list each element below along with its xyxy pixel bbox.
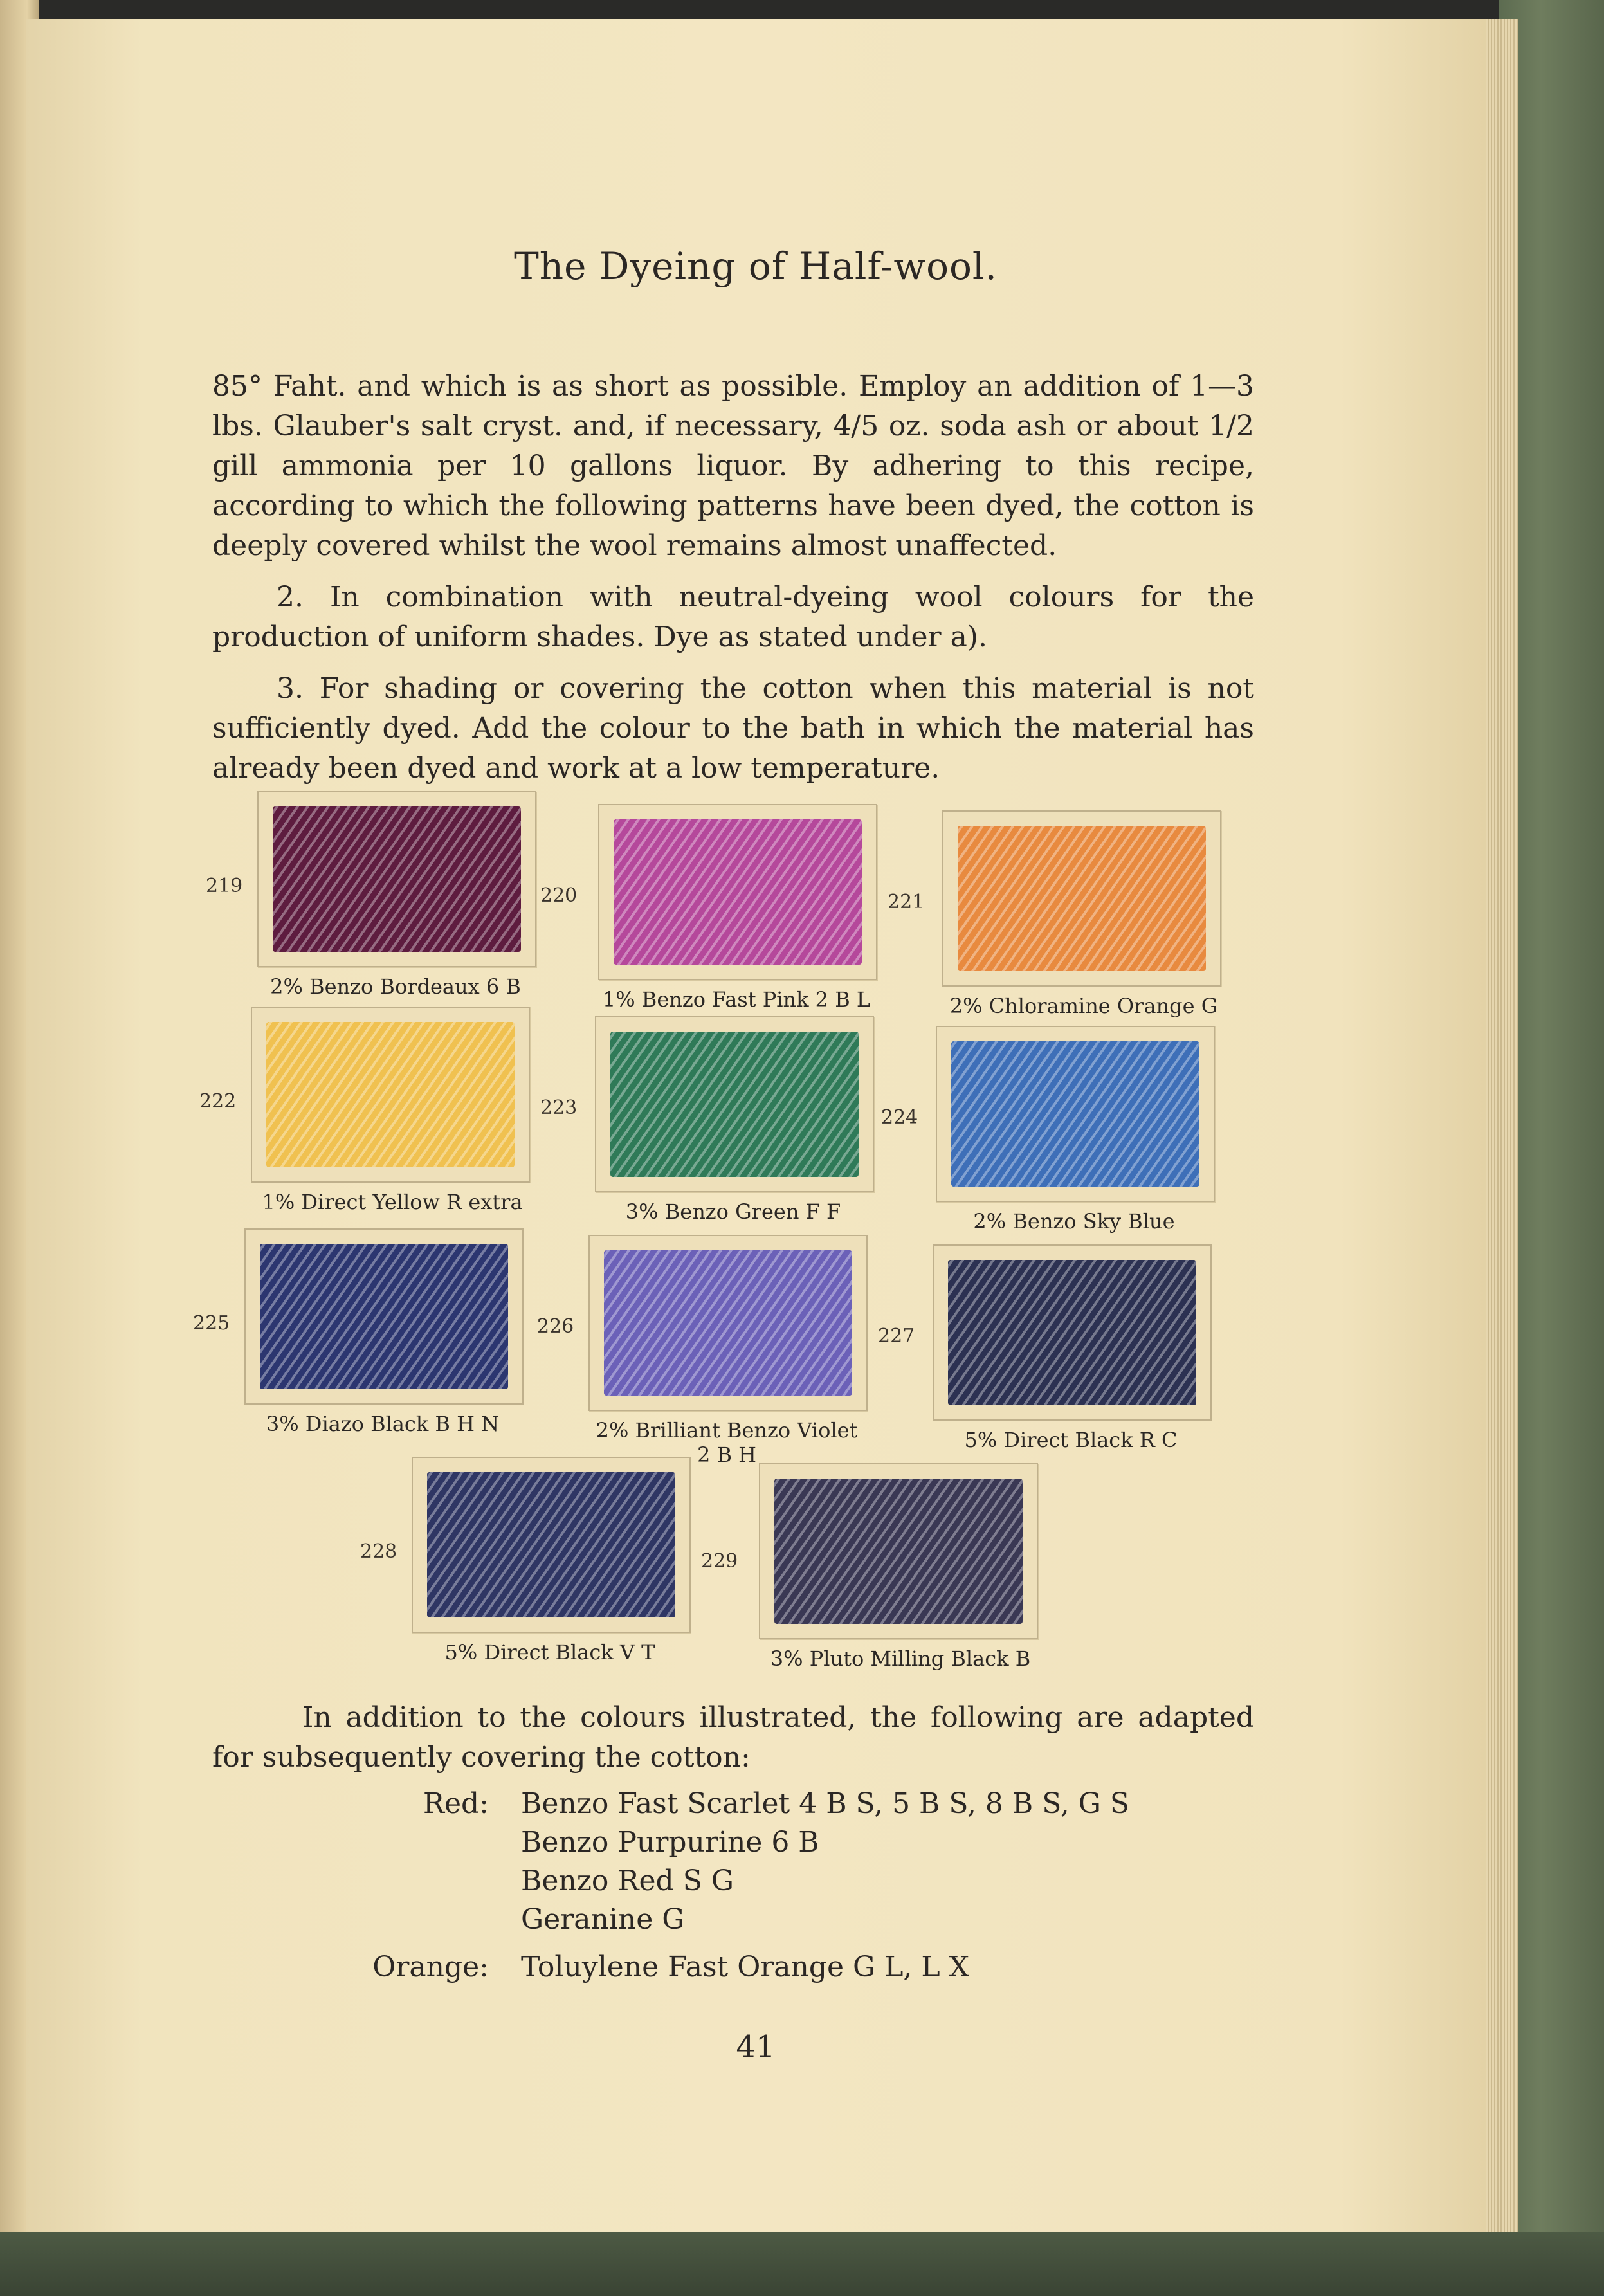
swatch-frame [936,1026,1215,1202]
swatch-number: 224 [881,1106,918,1129]
swatch-caption: 2% Benzo Sky Blue [973,1209,1175,1234]
swatch-frame [759,1463,1038,1639]
swatch-number: 219 [206,875,243,897]
swatch-caption: 3% Diazo Black B H N [266,1412,500,1436]
swatch-caption: 3% Pluto Milling Black B [770,1646,1031,1671]
swatch-number: 222 [199,1090,237,1113]
paragraph-1: 85° Faht. and which is as short as possible. Employ an addition of 1—3 lbs. Glauber's salt cryst. and, if necessary, 4/5 oz. soda ash or about 1/2 gill ammonia per 10 gallons liquor. By adhering to this recipe, according to which the following patterns have been dyed, the cotton is deeply covered whilst the wool remains almost unaffected. [212,370,1254,562]
colour-group-label: Orange: [372,1951,489,1983]
swatch-frame [257,791,536,967]
colour-name: Toluylene Fast Orange G L, L X [521,1951,969,1983]
swatch-frame [251,1007,530,1183]
swatch-caption: 2% Chloramine Orange G [949,994,1218,1018]
fabric-sample [774,1479,1023,1624]
swatch-caption: 2% Benzo Bordeaux 6 B [270,974,521,999]
colour-group-label [341,1862,521,1900]
colour-group-label: Red: [423,1787,489,1820]
colour-group-label [341,1900,521,1939]
colour-row [341,1862,1293,1900]
fabric-sample [427,1472,675,1617]
book-cover-bottom [0,2232,1604,2296]
swatch-number: 229 [701,1550,738,1572]
colour-name: Benzo Fast Scarlet 4 B S, 5 B S, 8 B S, G S [521,1787,1130,1820]
colour-row [341,1900,1293,1939]
swatch-caption: 5% Direct Black R C [964,1428,1178,1452]
swatch-frame [244,1228,524,1405]
body-text [212,367,1254,800]
page-title: The Dyeing of Half-wool. [514,244,998,288]
swatch-number: 227 [878,1325,915,1347]
fabric-sample [958,826,1206,971]
swatch-number: 228 [360,1540,397,1563]
colour-row [341,1823,1293,1862]
fabric-sample [260,1244,508,1389]
swatch-number: 225 [193,1312,230,1335]
fabric-sample [610,1032,859,1177]
swatch-number: 221 [888,891,925,913]
colour-list [341,1785,1293,1987]
colour-name: Benzo Purpurine 6 B [521,1826,819,1859]
book-page [26,19,1486,2232]
colour-row [341,1785,1293,1823]
caption-line-2: 2 B H [697,1443,757,1467]
swatch-frame [933,1244,1212,1421]
swatch-frame [598,804,877,980]
swatch-number: 223 [540,1097,578,1119]
fabric-sample [604,1250,852,1396]
swatch-caption: 5% Direct Black V T [444,1640,655,1664]
fabric-sample [273,806,521,952]
paragraph-3: 3. For shading or covering the cotton when this material is not sufficiently dyed. Add the colour to the bath in which the material has already been dyed and work at a low temperature. [212,672,1254,785]
colour-group-label [341,1823,521,1862]
swatch-frame [412,1457,691,1633]
colour-name: Benzo Red S G [521,1864,734,1897]
fabric-sample [614,819,862,965]
swatch-caption: 1% Direct Yellow R extra [262,1190,523,1214]
swatch-number: 226 [537,1315,574,1338]
fabric-sample [948,1260,1196,1405]
swatch-caption: 1% Benzo Fast Pink 2 B L [602,987,871,1012]
swatch-caption: 3% Benzo Green F F [625,1199,841,1224]
swatch-frame [595,1016,874,1192]
colour-row [341,1948,1293,1987]
swatch-frame [942,810,1221,987]
page-number: 41 [736,2029,776,2065]
swatch-frame [588,1235,868,1411]
addition-paragraph: In addition to the colours illustrated, the following are adapted for subsequently covering the cotton: [212,1701,1254,1774]
paragraph-2: 2. In combination with neutral-dyeing wool colours for the production of uniform shades. Dye as stated under a). [212,581,1254,653]
fabric-sample [266,1022,515,1167]
swatch-number: 220 [540,884,578,907]
caption-line-1: 2% Brilliant Benzo Violet [596,1418,858,1443]
fabric-sample [951,1041,1199,1187]
colour-name: Geranine G [521,1903,685,1936]
